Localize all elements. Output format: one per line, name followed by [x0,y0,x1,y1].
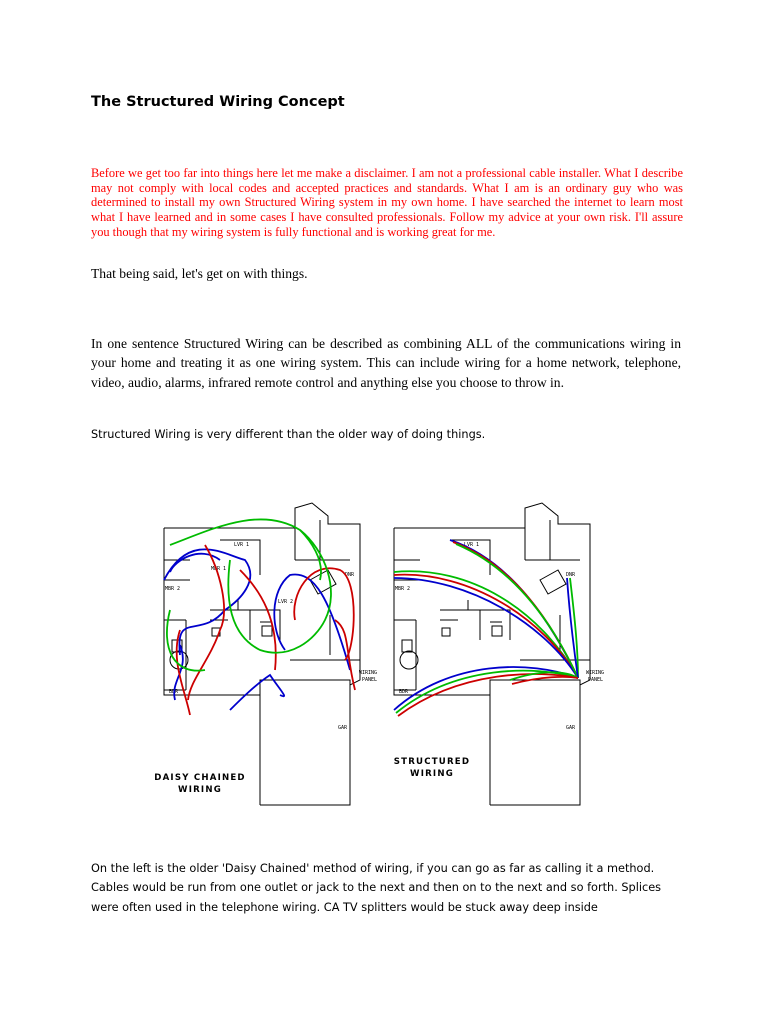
label-lvr2-left: LVR 2 [278,599,294,605]
label-panel-right: PANEL [588,677,604,683]
floorplan-svg [150,500,605,805]
label-bedroom-right: BDR [399,689,409,695]
label-dnr-left: DNR [345,572,355,578]
label-garage-right: GAR [566,725,576,731]
label-panel-left: PANEL [362,677,378,683]
page-title: The Structured Wiring Concept [91,94,345,110]
wiring-comparison-diagram [150,500,605,805]
daisy-chain-floorplan [164,503,360,805]
definition-paragraph: In one sentence Structured Wiring can be described as combining ALL of the communications wiring in your home and treating it as one wiring system. This can include wiring for a home network, telephone, video, audio, alarms, infrared remote control and anything else you choose to throw in. [91,336,681,390]
label-lvr1-right: LVR 1 [464,542,480,548]
intro-comic-text: Structured Wiring is very different than the older way of doing things. [91,428,486,441]
disclaimer-text: Before we get too far into things here let me make a disclaimer. I am not a professional cable installer. What I describe may not comply with local codes and accepted practices and standards. What I am is an ordinary guy who was determined to install my own Structured Wiring system in my own home. I have searched the internet to learn most what I have learned and in some cases I have consulted professionals. Follow my advice at your own risk. I'll assure you though that my wiring system is fully functional and is working great for me. [91,166,683,239]
label-lvr1-left: LVR 1 [234,542,250,548]
left-caption-line2: WIRING [178,785,222,795]
left-caption-line1: DAISY CHAINED [154,773,246,783]
structured-wires [394,540,578,716]
right-caption-line2: WIRING [410,769,454,779]
right-caption-line1: STRUCTURED [393,757,471,767]
label-mbr1-left: MBR 1 [211,566,227,572]
label-wiring-right: WIRING [586,670,605,676]
transition-paragraph: That being said, let's get on with things. [91,266,308,281]
outro-comic-text: On the left is the older 'Daisy Chained' method of wiring, if you can go as far as calling it a method. Cables would be run from one outlet or jack to the next and then on to the next and so forth. Splices were often used in the telephone wiring. CA TV splitters would be stuck away deep inside [91,862,662,914]
label-mbr2-left: MBR 2 [165,586,181,592]
label-garage-left: GAR [338,725,348,731]
label-mbr2-right: MBR 2 [395,586,411,592]
label-bedroom-left: BDR [169,689,179,695]
label-dnr-right: DNR [566,572,576,578]
label-wiring-left: WIRING [359,670,378,676]
